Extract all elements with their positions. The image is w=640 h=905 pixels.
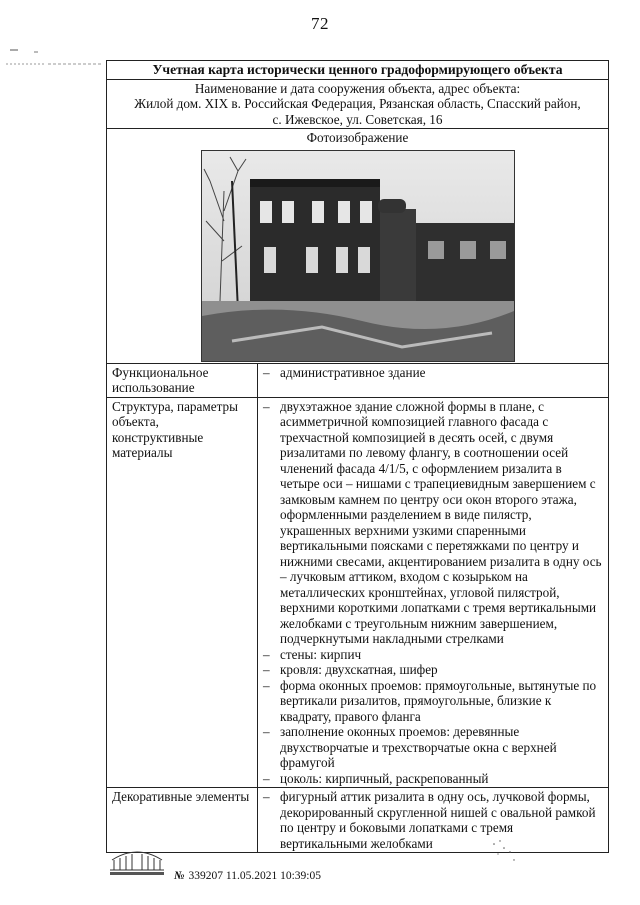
document-id <box>174 870 321 882</box>
list-item: – цоколь: кирпичный, раскрепованный <box>263 770 489 786</box>
scan-marks-icon <box>4 38 104 78</box>
row-label: Функциональное использование <box>107 363 258 397</box>
list-item: – форма оконных проемов: прямоугольные, вытянутые по вертикали ризалитов, прямоугольные, близкие к квадрату, правого фланга <box>263 677 597 724</box>
registration-card <box>106 60 609 853</box>
row-structure <box>107 397 609 788</box>
list-item: – фигурный аттик ризалита в одну ось, лучковой формы, декорированный скругленной нишей с овальной рамкой по центру и боковыми лопатками с тремя вертикальными желобками <box>263 789 596 851</box>
object-address-line2: с. Ижевское, ул. Советская, 16 <box>272 111 443 127</box>
footer <box>106 846 506 886</box>
row-decorative-elements <box>107 788 609 853</box>
list-item: – стены: кирпич <box>263 646 362 662</box>
list-item: – двухэтажное здание сложной формы в плане, с асимметричной композицией главного фасада с трехчастной композицией в десять осей, с двумя ризалитами по левому флангу, в соотношении осей членений фасада 4/1/5, с оформлением ризалита в четыре оси – нишами с трапециевидным завершением с замковым камнем по центру оси окон второго этажа, оформленными разделением в виде пилястр, украшенных верхними узкими спаренными вертикальными поясками с перетяжками по центру и нижними свесами, акцентированием ризалита в одну ось – лучковым аттиком, входом с козырьком на металлических кронштейнах, угловой пилястрой, верхними короткими лопатками с тремя вертикальными желобками с треугольным нижним завершением, подчеркнутыми накладными стрелками <box>263 398 602 646</box>
building-photo <box>201 150 515 362</box>
photo-cell <box>107 129 609 364</box>
document-id-text: 339207 11.05.2021 10:39:05 <box>188 870 321 882</box>
object-address-line1: Жилой дом. XIX в. Российская Федерация, Рязанская область, Спасский район, <box>134 96 581 111</box>
object-name-label: Наименование и дата сооружения объекта, адрес объекта: <box>194 80 521 96</box>
photo-caption: Фотоизображение <box>306 130 409 145</box>
list-item: – кровля: двухскатная, шифер <box>263 662 438 677</box>
object-name-cell <box>107 79 609 129</box>
row-label: Структура, параметры объекта, конструктивные материалы <box>107 397 258 788</box>
page-number: 72 <box>311 14 329 33</box>
card-title: Учетная карта исторически ценного градоформирующего объекта <box>107 61 609 80</box>
number-sign: № <box>174 870 185 882</box>
row-label: Декоративные элементы <box>107 788 258 853</box>
row-functional-use <box>107 363 609 397</box>
list-item: – административное здание <box>263 364 426 380</box>
scan-noise-icon <box>490 838 520 868</box>
building-seal-icon <box>106 846 168 878</box>
list-item: – заполнение оконных проемов: деревянные двухстворчатые и трехстворчатые окна с верхней фрамугой <box>263 724 557 770</box>
